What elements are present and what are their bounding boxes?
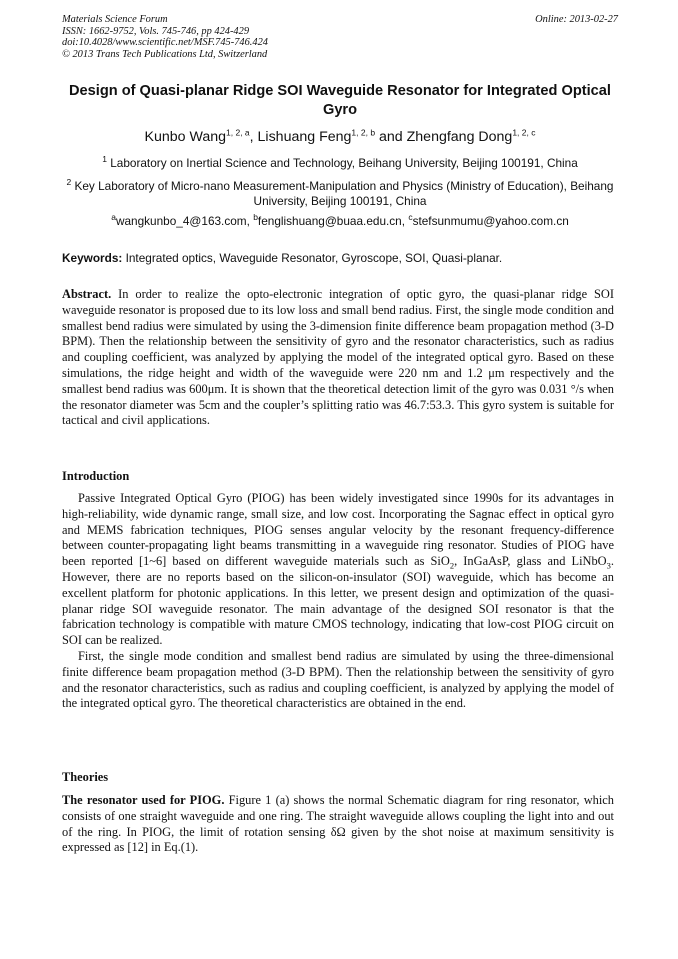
affiliation-text: Laboratory on Inertial Science and Technology, Beihang University, Beijing 100191, China	[110, 156, 578, 170]
email-address: fenglishuang@buaa.edu.cn,	[257, 214, 409, 228]
introduction-paragraph-2: First, the single mode condition and smallest bend radius are simulated by using the three-dimensional finite difference beam propagation method (3-D BPM). Then the relationship between the sensitivity of gyro and the resonator characteristics, such as radius and coupling coefficient, is analyzed by applying the model of the integrated optical gyro. The theoretical characteristics are obtained in the end.	[62, 648, 614, 711]
author-conjunction: and	[375, 129, 407, 145]
author-superscript: 1, 2, b	[351, 127, 376, 138]
journal-metadata	[62, 14, 618, 60]
author-name: Zhengfang Dong	[406, 129, 513, 145]
author-name: Lishuang Feng	[257, 129, 352, 145]
email-marker: c	[408, 212, 413, 223]
paragraph-text: . However, there are no reports based on the silicon-on-insulator (SOI) waveguide, which has become an excellent platform for photonic applications. In this letter, we present design and optimization of the quasi-planar ridge SOI waveguide resonator. The main advantage of the designed SOI resonator is that the fabrication technology is compatible with mature CMOS technology, indicating that low-cost PIOG circuit on SOI can be realized.	[62, 554, 614, 648]
author-name: Kunbo Wang	[144, 129, 227, 145]
abstract-label: Abstract.	[62, 287, 112, 301]
email-marker: a	[111, 212, 116, 223]
affiliation-2	[62, 179, 618, 209]
author-list	[62, 128, 618, 146]
abstract-text: In order to realize the opto-electronic integration of optic gyro, the quasi-planar ridge SOI waveguide resonator is proposed due to its low loss and small bend radius. First, the single mode condition and smallest bend radius were simulated by using the 3-dimension finite difference beam propagation method (3-D BPM). Then the relationship between the sensitivity of gyro and the resonator characteristics, such as radius and coupling coefficient, was analyzed by applying the model of the integrated optical gyro. Based on these simulations, the ridge height and width of the waveguide were 220 nm and 1.2 μm respectively and the smallest bend radius was 600μm. It is shown that the theoretical detection limit of the gyro was 0.031 °/s when the resonator diameter was 5cm and the coupler’s splitting ratio was 46.7:53.3. This gyro system is suitable for tactical and civil applications.	[62, 287, 614, 428]
introduction-heading: Introduction	[62, 469, 130, 483]
author-superscript: 1, 2, c	[512, 127, 536, 138]
theories-text: Figure 1 (a) shows the normal Schematic diagram for ring resonator, which consists of one straight waveguide and one ring. The straight waveguide allows coupling the light into and out of the ring. In PIOG, the limit of rotation sensing δΩ given by the shot noise at maximum sensitivity is expressed as [12] in Eq.(1).	[62, 793, 614, 855]
keywords-label: Keywords:	[62, 251, 123, 265]
paragraph-text: Passive Integrated Optical Gyro (PIOG) has been widely investigated since 1990s for its advantages in high-reliability, wide dynamic range, small size, and low cost. Incorporating the Sagnac effect in optical gyro and MEMS fabrication techniques, PIOG senses angular velocity by the resonant frequency-difference between counter-propagating light beams transmitting in a waveguide ring resonator. Studies of PIOG have been reported [1~6] based on different waveguide materials such as SiO	[62, 491, 614, 569]
affiliation-marker: 1	[102, 154, 107, 165]
issn-line: ISSN: 1662-9752, Vols. 745-746, pp 424-429	[62, 25, 250, 37]
keywords-text: Integrated optics, Waveguide Resonator, Gyroscope, SOI, Quasi-planar.	[122, 251, 503, 265]
affiliation-1	[62, 156, 618, 171]
introduction-paragraph-1	[62, 491, 614, 649]
affiliation-marker: 2	[66, 177, 72, 188]
author-superscript: 1, 2, a	[226, 127, 250, 138]
theories-heading: Theories	[62, 770, 109, 784]
theories-subheading: The resonator used for PIOG.	[62, 793, 225, 807]
email-address: stefsunmumu@yahoo.com.cn	[412, 214, 569, 228]
email-marker: b	[253, 212, 258, 223]
subscript: 3	[606, 560, 611, 571]
author-emails	[62, 214, 618, 229]
subscript: 2	[449, 560, 455, 571]
copyright-line: © 2013 Trans Tech Publications Ltd, Switzerland	[62, 48, 268, 60]
doi-line: doi:10.4028/www.scientific.net/MSF.745-746.424	[62, 37, 268, 49]
affiliation-text: Key Laboratory of Micro-nano Measurement-Manipulation and Physics (Ministry of Education), Beihang University, Beijing 100191, China	[74, 179, 614, 208]
paragraph-text: , InGaAsP, glass and LiNbO	[454, 554, 607, 569]
keywords	[62, 251, 618, 266]
theories-body	[62, 793, 614, 856]
abstract	[62, 287, 614, 429]
email-address: wangkunbo_4@163.com,	[115, 214, 254, 228]
journal-name: Materials Science Forum	[62, 14, 168, 25]
paper-title: Design of Quasi-planar Ridge SOI Waveguide Resonator for Integrated Optical Gyro	[69, 83, 611, 118]
introduction-body	[62, 491, 614, 712]
online-date: Online: 2013-02-27	[535, 14, 618, 25]
author-separator: ,	[249, 129, 258, 145]
